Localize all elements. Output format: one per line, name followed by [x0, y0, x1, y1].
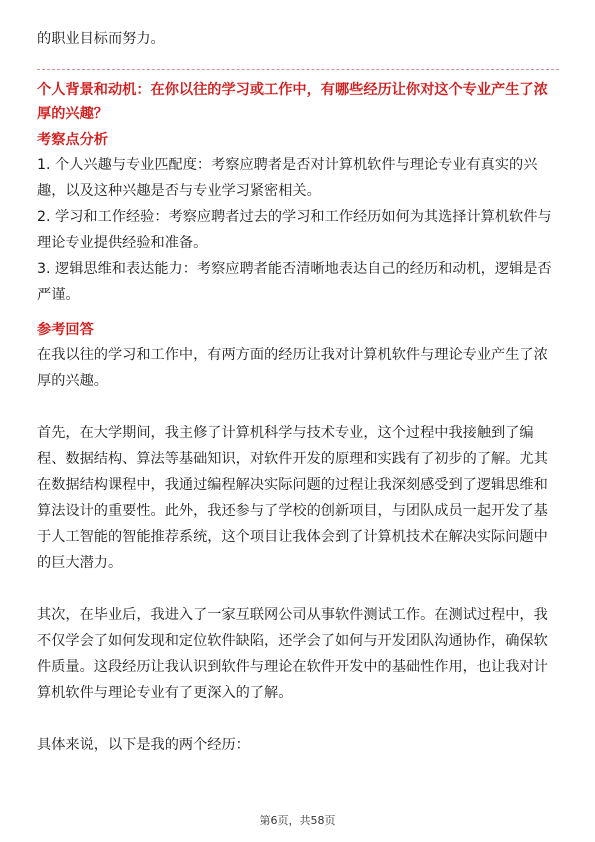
analysis-item: 1. 个人兴趣与专业匹配度：考察应聘者是否对计算机软件与理论专业有真实的兴趣，以及这种兴趣是否与专业学习紧密相关。 — [37, 157, 538, 199]
answer-paragraph: 在我以往的学习和工作中，有两方面的经历让我对计算机软件与理论专业产生了浓厚的兴趣。 — [37, 347, 548, 389]
spacer — [37, 308, 559, 316]
spacer — [37, 706, 559, 732]
answer-paragraph: 其次，在毕业后，我进入了一家互联网公司从事软件测试工作。在测试过程中，我不仅学会了如何发现和定位软件缺陷，还学会了如何与开发团队沟通协作，确保软件质量。这段经历让我认识到软件与理论在软件开发中的基础性作用，也让我对计算机软件与理论专业有了更深入的了解。 — [37, 607, 548, 701]
analysis-title: 考察点分析 — [37, 132, 108, 148]
section-divider — [37, 69, 559, 70]
answer-title: 参考回答 — [37, 322, 94, 338]
page-number-footer: 第6页，共58页 — [259, 814, 336, 827]
answer-paragraph: 具体来说，以下是我的两个经历： — [37, 737, 250, 753]
question-heading: 个人背景和动机：在你以往的学习或工作中，有哪些经历让你对这个专业产生了浓厚的兴趣？ — [37, 82, 548, 122]
intro-tail-text: 的职业目标而努力。 — [37, 31, 165, 47]
spacer — [37, 576, 559, 602]
page-content — [37, 26, 559, 758]
answer-paragraph: 首先，在大学期间，我主修了计算机科学与技术专业，这个过程中我接触到了编程、数据结构、算法等基础知识，对软件开发的原理和实践有了初步的了解。尤其在数据结构课程中，我通过编程解决实际问题的过程让我深刻感受到了逻辑思维和算法设计的重要性。此外，我还参与了学校的创新项目，与团队成员一起开发了基于人工智能的智能推荐系统，这个项目让我体会到了计算机技术在解决实际问题中的巨大潜力。 — [37, 425, 548, 571]
spacer — [37, 394, 559, 420]
analysis-item: 2. 学习和工作经验：考察应聘者过去的学习和工作经历如何为其选择计算机软件与理论专业提供经验和准备。 — [37, 209, 552, 251]
analysis-item: 3. 逻辑思维和表达能力：考察应聘者能否清晰地表达自己的经历和动机，逻辑是否严谨。 — [37, 261, 552, 303]
